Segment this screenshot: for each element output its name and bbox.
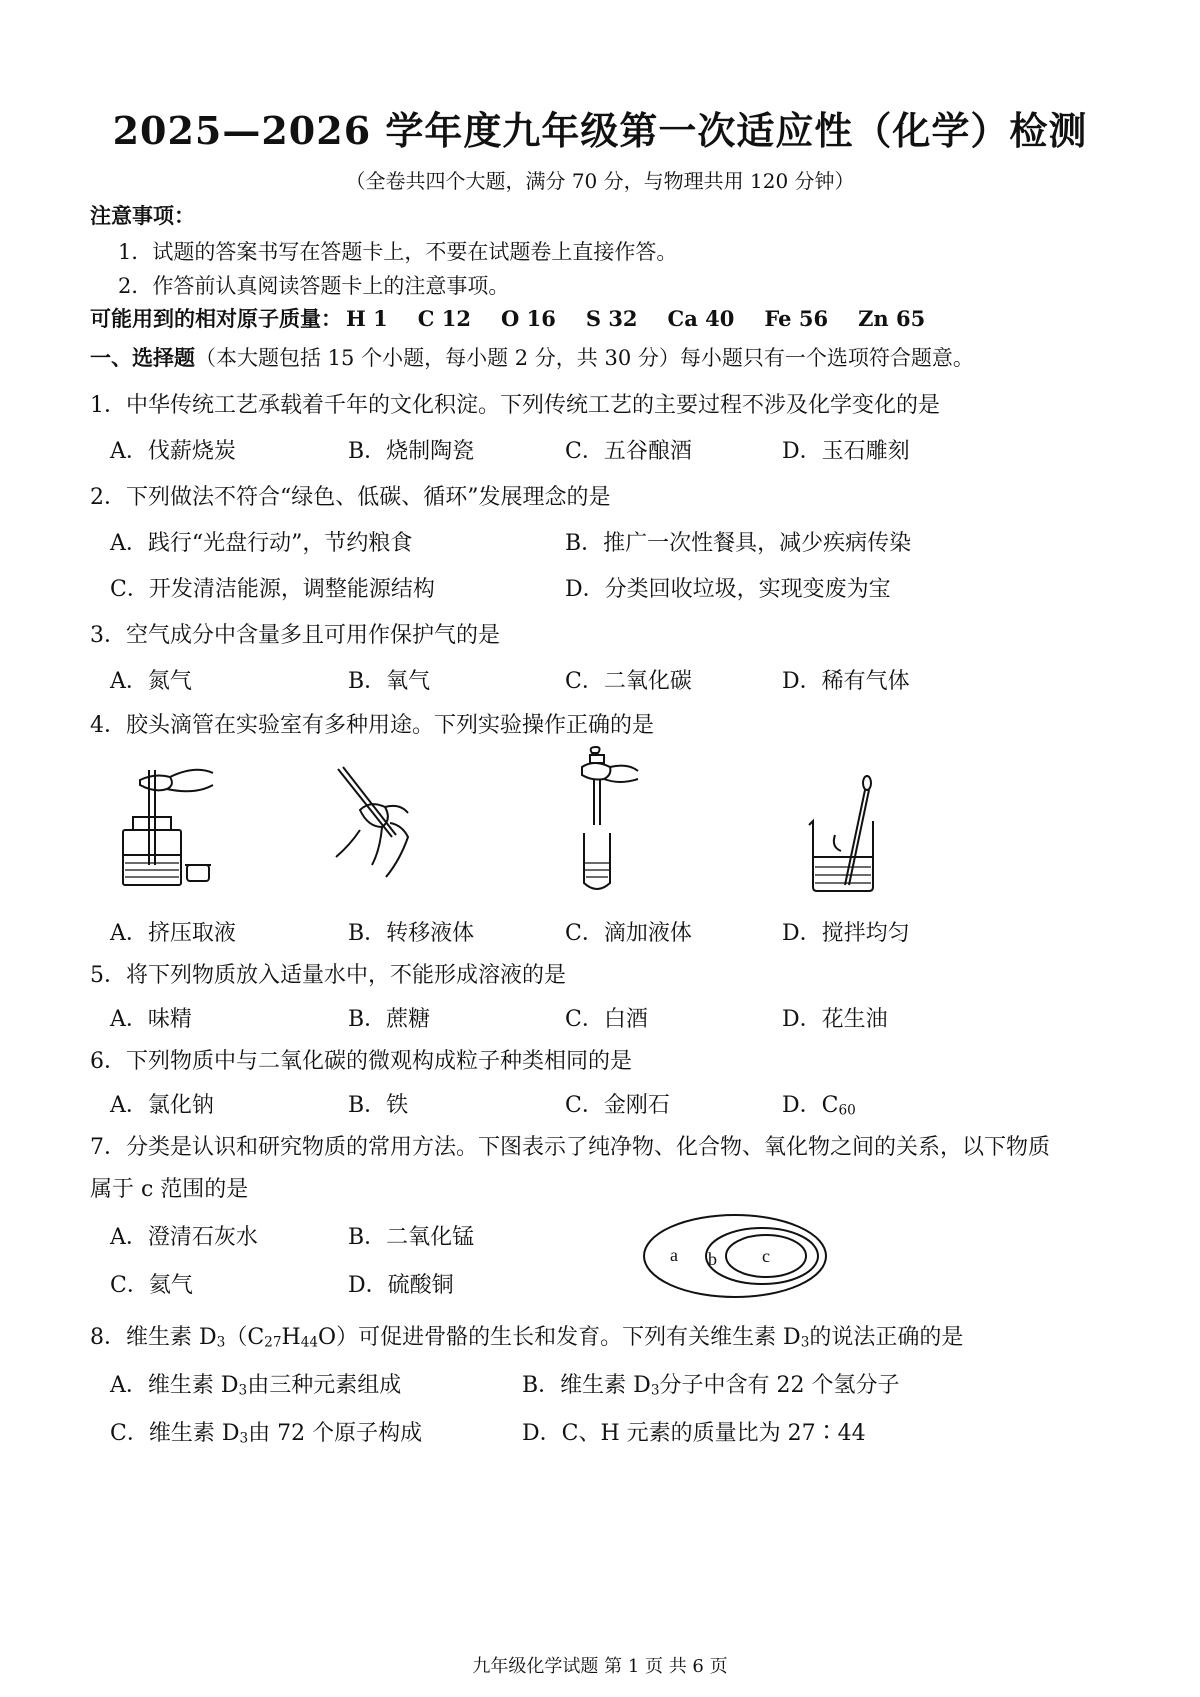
notes-item: 2．作答前认真阅读答题卡上的注意事项。 (118, 274, 510, 298)
option: D．搅拌均匀 (782, 921, 910, 946)
stem-subscript: 44 (300, 1334, 319, 1351)
option-text: D．C (782, 1093, 839, 1118)
question-stem: 1．中华传统工艺承载着千年的文化积淀。下列传统工艺的主要过程不涉及化学变化的是 (90, 393, 940, 418)
option: C．氦气 (110, 1273, 193, 1298)
transfer-liquid-figure (330, 765, 425, 890)
option-text: D．C、H 元素的质量比为 27∶44 (522, 1421, 866, 1446)
question-stem: 7．分类是认识和研究物质的常用方法。下图表示了纯净物、化合物、氧化物之间的关系，以下物质 (90, 1135, 1051, 1160)
option (522, 1416, 866, 1447)
atomic-mass-value: Fe 56 (764, 306, 829, 331)
option-text: 由 72 个原子构成 (248, 1421, 423, 1446)
section-title: 一、选择题 (90, 345, 195, 370)
stem-text: O）可促进骨骼的生长和发育。下列有关维生素 D (318, 1325, 801, 1350)
option: D．玉石雕刻 (782, 439, 910, 464)
page-subtitle: （全卷共四个大题，满分 70 分，与物理共用 120 分钟） (345, 169, 855, 193)
option: B．烧制陶瓷 (348, 439, 475, 464)
stem-subscript: 27 (264, 1334, 282, 1351)
option (110, 1368, 401, 1399)
atomic-mass-value: C 12 (417, 306, 472, 331)
option (782, 1088, 856, 1119)
option: B．氧气 (348, 669, 431, 694)
option: B．推广一次性餐具，减少疾病传染 (565, 531, 912, 556)
question-stem: 5．将下列物质放入适量水中，不能形成溶液的是 (90, 963, 566, 988)
question-stem: 2．下列做法不符合“绿色、低碳、循环”发展理念的是 (90, 485, 611, 510)
option: D．硫酸铜 (348, 1273, 454, 1298)
option: D．花生油 (782, 1007, 888, 1032)
atomic-mass-value: S 32 (585, 306, 638, 331)
option: C．开发清洁能源，调整能源结构 (110, 577, 435, 602)
option: C．五谷酿酒 (565, 439, 692, 464)
atomic-mass-value: O 16 (501, 306, 556, 331)
label-b: b (708, 1249, 717, 1269)
stem-text: 的说法正确的是 (809, 1325, 964, 1350)
question-stem-continued: 属于 c 范围的是 (90, 1177, 249, 1202)
label-c: c (762, 1246, 770, 1266)
option-text: B．维生素 D (522, 1373, 651, 1398)
section-description: （本大题包括 15 个小题，每小题 2 分，共 30 分）每小题只有一个选项符合题意。 (195, 346, 974, 370)
question-stem (90, 1320, 963, 1351)
atomic-mass-value: H 1 (346, 306, 388, 331)
page-title: 2025—2026 学年度九年级第一次适应性（化学）检测 (112, 108, 1088, 153)
atomic-mass-value: Ca 40 (667, 306, 735, 331)
option: A．践行“光盘行动”，节约粮食 (110, 531, 413, 556)
option: B．蔗糖 (348, 1007, 431, 1032)
option-text: 由三种元素组成 (247, 1373, 402, 1398)
option: A．澄清石灰水 (110, 1225, 258, 1250)
classification-diagram (640, 1212, 830, 1300)
option-subscript: 3 (239, 1430, 249, 1447)
option: C．白酒 (565, 1007, 648, 1032)
stem-text: 8．维生素 D (90, 1325, 217, 1350)
question-stem: 4．胶头滴管在实验室有多种用途。下列实验操作正确的是 (90, 713, 654, 738)
option: A．味精 (110, 1007, 192, 1032)
label-a: a (670, 1245, 678, 1265)
atomic-mass-line (90, 303, 955, 333)
section-heading (90, 342, 974, 372)
option: B．铁 (348, 1093, 409, 1118)
atomic-mass-label: 可能用到的相对原子质量： (90, 306, 342, 331)
stem-subscript: 3 (800, 1334, 810, 1351)
stem-text: H (281, 1325, 301, 1350)
option: C．金刚石 (565, 1093, 670, 1118)
option-text: A．维生素 D (110, 1373, 239, 1398)
option-subscript: 3 (238, 1382, 248, 1399)
stem-text: （C (225, 1325, 265, 1350)
option-text: C．维生素 D (110, 1421, 240, 1446)
atomic-mass-value: Zn 65 (858, 306, 926, 331)
option: C．二氧化碳 (565, 669, 692, 694)
stem-subscript: 3 (216, 1334, 226, 1351)
notes-heading: 注意事项： (90, 203, 195, 228)
squeeze-dropper-figure (115, 755, 230, 890)
option-subscript: 60 (838, 1102, 856, 1119)
question-stem: 6．下列物质中与二氧化碳的微观构成粒子种类相同的是 (90, 1049, 632, 1074)
option (522, 1368, 899, 1399)
stir-liquid-figure (805, 775, 885, 895)
page-footer: 九年级化学试题 第 1 页 共 6 页 (472, 1656, 728, 1677)
option-text: 分子中含有 22 个氢分子 (659, 1373, 900, 1398)
option: B．转移液体 (348, 921, 475, 946)
option: A．伐薪烧炭 (110, 439, 236, 464)
option: B．二氧化锰 (348, 1225, 475, 1250)
option: C．滴加液体 (565, 921, 692, 946)
option: D．分类回收垃圾，实现变废为宝 (565, 577, 891, 602)
option-subscript: 3 (650, 1382, 660, 1399)
option (110, 1416, 422, 1447)
option: A．挤压取液 (110, 921, 236, 946)
option: D．稀有气体 (782, 669, 910, 694)
question-stem: 3．空气成分中含量多且可用作保护气的是 (90, 623, 500, 648)
notes-item: 1．试题的答案书写在答题卡上，不要在试题卷上直接作答。 (118, 240, 678, 264)
drip-liquid-figure (570, 745, 650, 895)
option: A．氯化钠 (110, 1093, 214, 1118)
option: A．氮气 (110, 669, 192, 694)
